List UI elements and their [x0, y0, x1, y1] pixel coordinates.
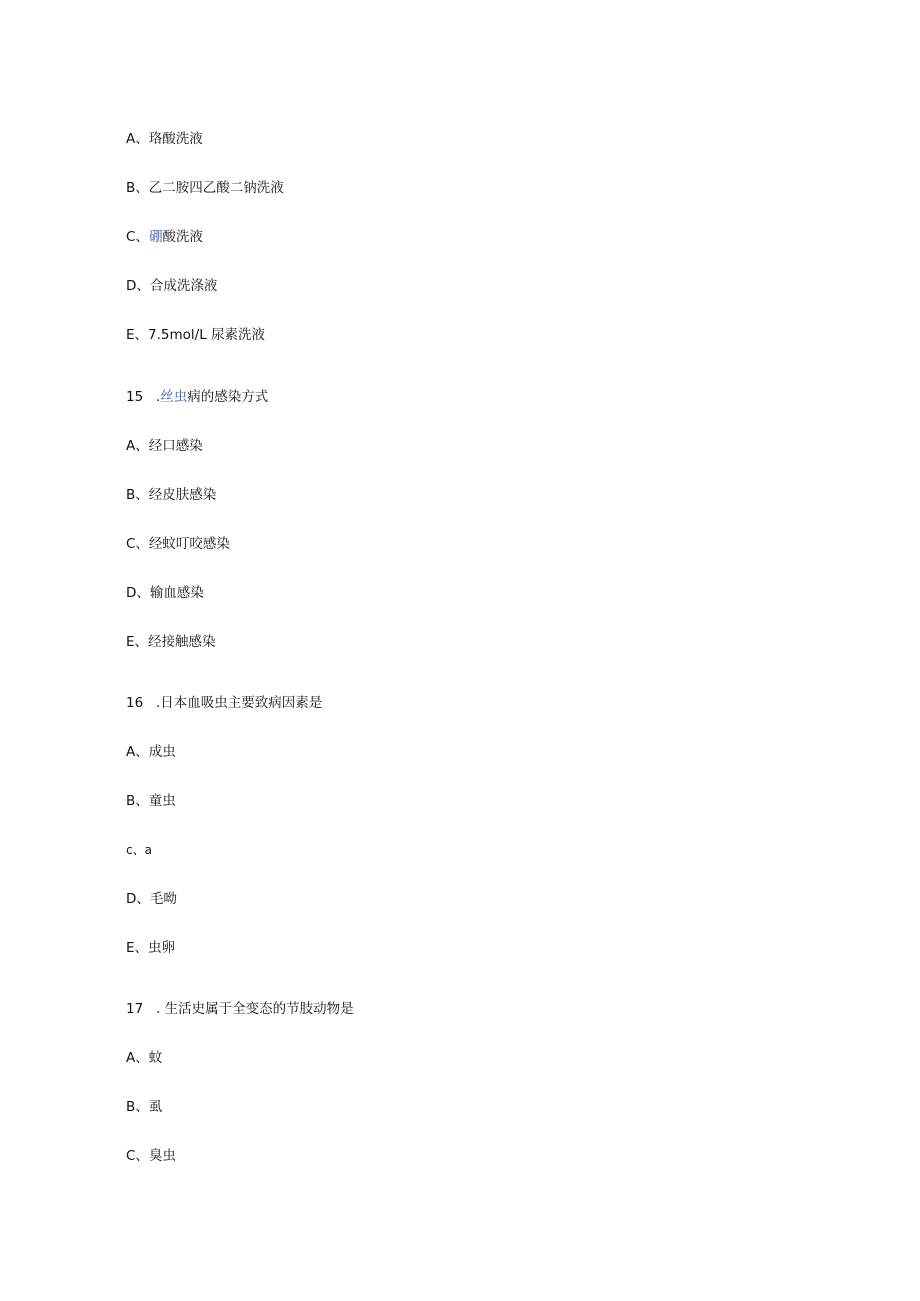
q14-option-c-highlight: 硼 — [148, 229, 163, 245]
q14-option-d: D、合成洗涤液 — [126, 278, 218, 294]
q17-text: . 生活史属于全变态的节肢动物是 — [156, 1001, 354, 1017]
q15-option-e: E、经接触感染 — [126, 634, 216, 650]
q15-option-a: A、经口感染 — [126, 438, 203, 454]
q15-option-d: D、输血感染 — [126, 585, 204, 601]
q15-highlight: 丝虫 — [160, 389, 188, 405]
q15-question — [126, 388, 268, 406]
q15-option-b: B、经皮肤感染 — [126, 487, 217, 503]
q17-question — [126, 1000, 354, 1018]
q14-option-c-prefix: C、 — [126, 229, 149, 245]
q17-number: 17 — [126, 1001, 144, 1017]
q16-number: 16 — [126, 695, 144, 711]
q17-option-b: B、虱 — [126, 1099, 163, 1115]
q17-option-c: C、臭虫 — [126, 1148, 176, 1164]
q14-option-c-rest: 酸洗液 — [162, 229, 203, 245]
q14-option-e: E、7.5mol/L 尿素洗液 — [126, 327, 266, 343]
q15-rest: 病的感染方式 — [187, 389, 269, 405]
q16-option-c: c、a — [126, 843, 152, 857]
q16-option-d: D、毛呦 — [126, 891, 177, 907]
q14-option-b: B、乙二胺四乙酸二钠洗液 — [126, 180, 284, 196]
q14-option-c — [126, 228, 203, 246]
q16-option-a: A、成虫 — [126, 744, 176, 760]
q16-text: .日本血吸虫主要致病因素是 — [156, 695, 323, 711]
q15-option-c: C、经蚊叮咬感染 — [126, 536, 230, 552]
q15-prefix: . — [156, 389, 161, 405]
q15-number: 15 — [126, 389, 144, 405]
q16-question — [126, 694, 322, 712]
q16-option-e: E、虫卵 — [126, 940, 176, 956]
q16-option-b: B、童虫 — [126, 793, 176, 809]
q17-option-a: A、蚊 — [126, 1050, 163, 1066]
q14-option-a: A、珞酸洗液 — [126, 131, 203, 147]
